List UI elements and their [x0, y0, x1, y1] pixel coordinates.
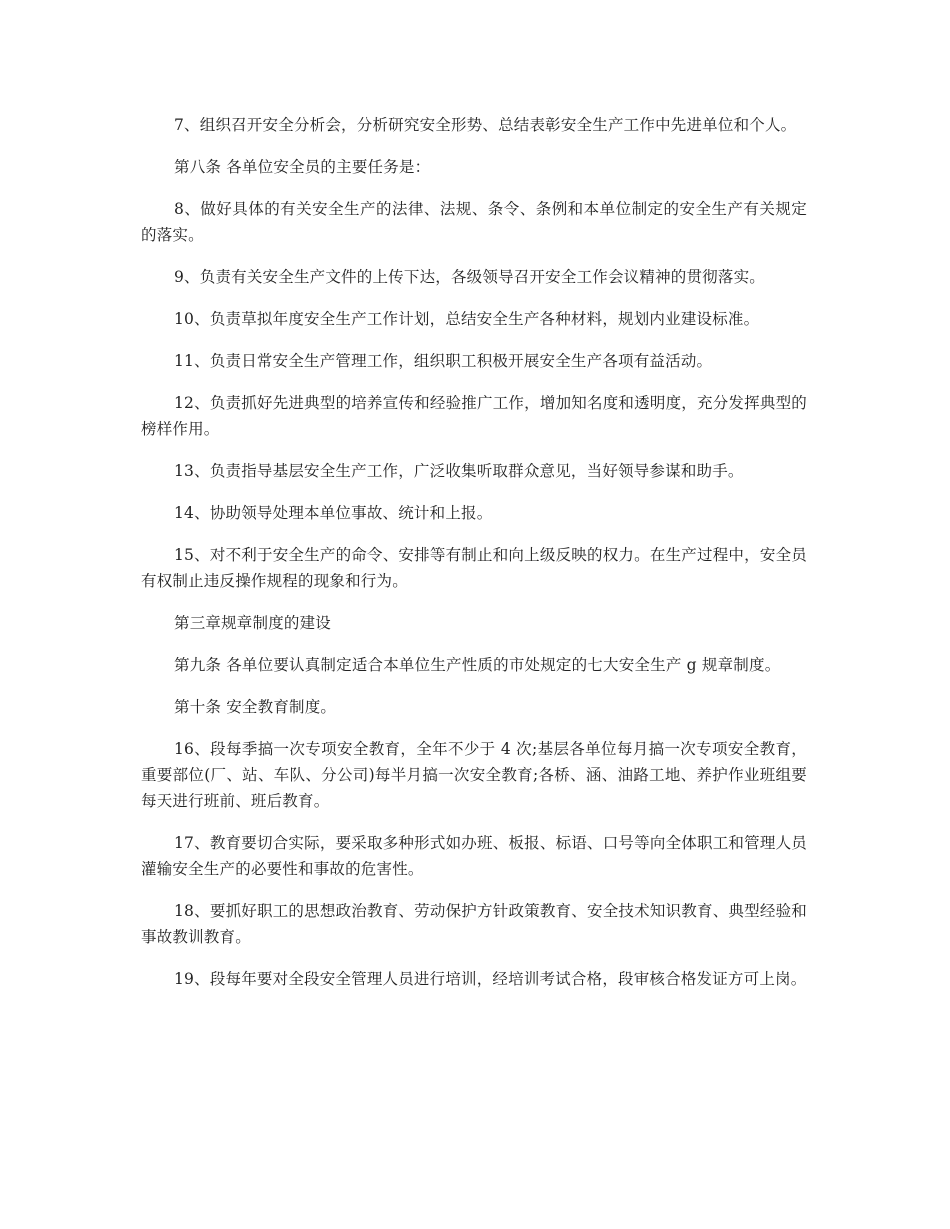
paragraph-item-19: 19、段每年要对全段安全管理人员进行培训，经培训考试合格，段审核合格发证方可上岗。 — [174, 970, 807, 988]
paragraph-item-15: 15、对不利于安全生产的命令、安排等有制止和向上级反映的权力。在生产过程中，安全员有权制止违反操作规程的现象和行为。 — [141, 546, 807, 590]
paragraph-item-9: 9、负责有关安全生产文件的上传下达，各级领导召开安全工作会议精神的贯彻落实。 — [174, 268, 765, 286]
paragraph-item-11: 11、负责日常安全生产管理工作，组织职工积极开展安全生产各项有益活动。 — [174, 352, 713, 370]
article-8-heading: 第八条 各单位安全员的主要任务是： — [174, 158, 431, 176]
paragraph-item-16: 16、段每季搞一次专项安全教育，全年不少于 4 次;基层各单位每月搞一次专项安全教育，重要部位(厂、站、车队、分公司)每半月搞一次安全教育;各桥、涵、油路工地、养护作业班组要每天进行班前、班后教育。 — [141, 740, 807, 810]
article-10-heading: 第十条 安全教育制度。 — [174, 698, 337, 716]
paragraph-item-18: 18、要抓好职工的思想政治教育、劳动保护方针政策教育、安全技术知识教育、典型经验和事故教训教育。 — [141, 902, 807, 946]
paragraph-item-13: 13、负责指导基层安全生产工作，广泛收集听取群众意见，当好领导参谋和助手。 — [174, 462, 744, 480]
paragraph-item-14: 14、协助领导处理本单位事故、统计和上报。 — [174, 504, 493, 522]
paragraph-item-12: 12、负责抓好先进典型的培养宣传和经验推广工作，增加知名度和透明度，充分发挥典型的榜样作用。 — [141, 394, 807, 438]
paragraph-item-10: 10、负责草拟年度安全生产工作计划，总结安全生产各种材料，规划内业建设标准。 — [174, 310, 760, 328]
chapter-3-heading: 第三章规章制度的建设 — [174, 614, 332, 632]
paragraph-item-17: 17、教育要切合实际，要采取多种形式如办班、板报、标语、口号等向全体职工和管理人员灌输安全生产的必要性和事故的危害性。 — [141, 834, 807, 878]
paragraph-item-8: 8、做好具体的有关安全生产的法律、法规、条令、条例和本单位制定的安全生产有关规定的落实。 — [141, 200, 807, 244]
document-body — [141, 112, 807, 1008]
article-9-paragraph: 第九条 各单位要认真制定适合本单位生产性质的市处规定的七大安全生产 g 规章制度。 — [174, 656, 781, 674]
paragraph-item-7: 7、组织召开安全分析会，分析研究安全形势、总结表彰安全生产工作中先进单位和个人。 — [174, 116, 797, 134]
